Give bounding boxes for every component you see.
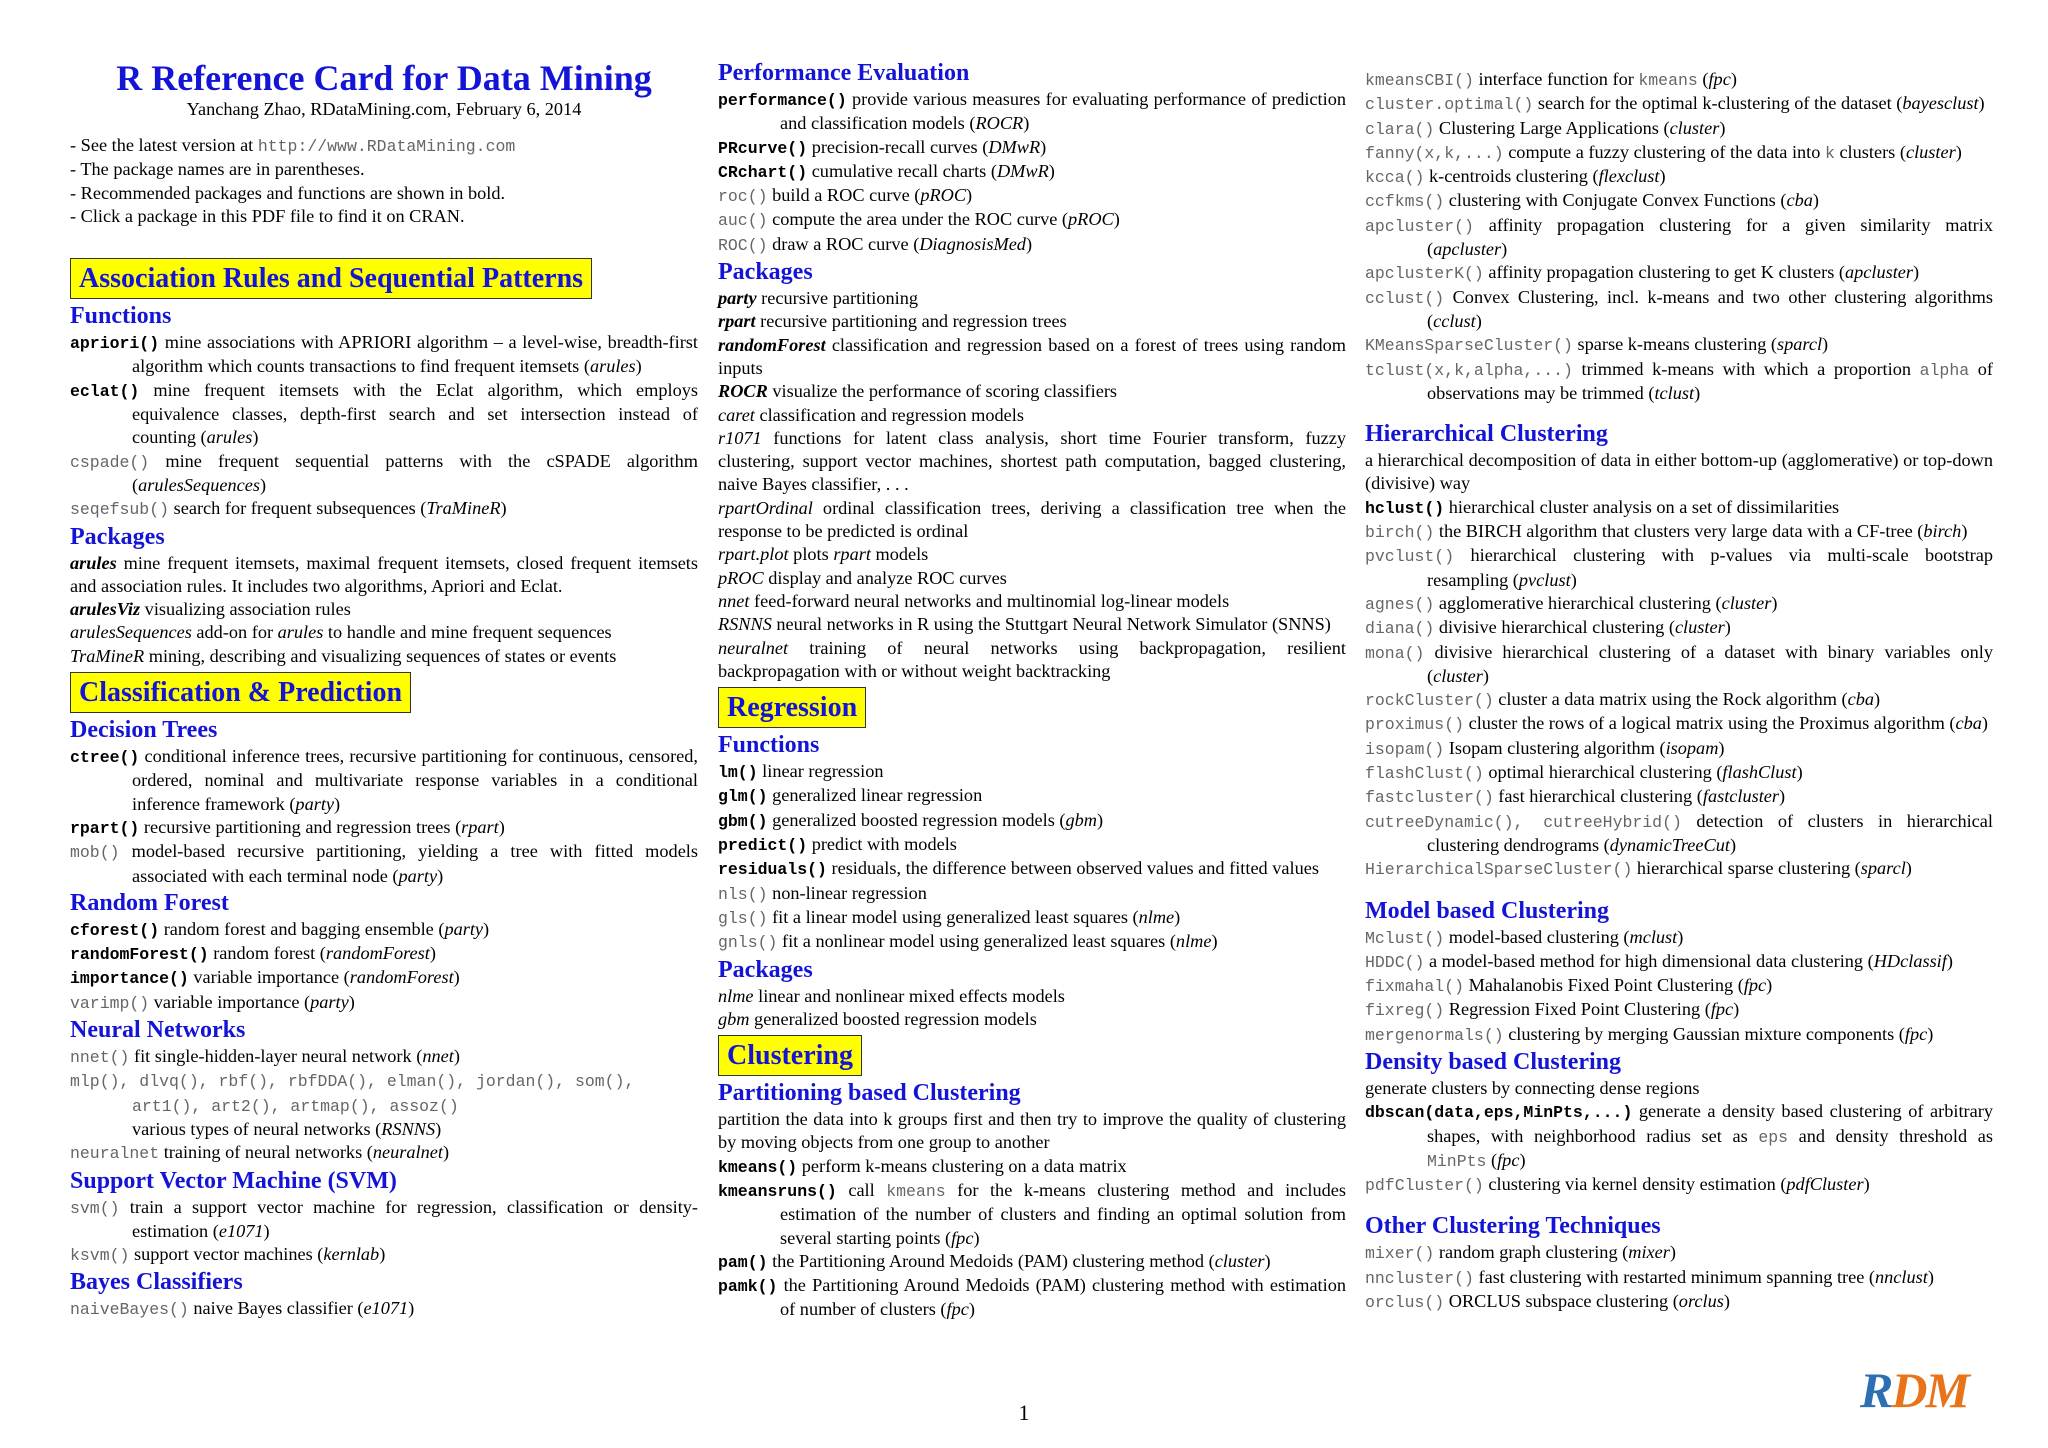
entry-rpart-pkg: rpart recursive partitioning and regression trees [718, 311, 1067, 332]
pkg-link[interactable]: ROCR [975, 113, 1024, 134]
pkg-link[interactable]: nnet [718, 590, 750, 611]
entry-cutree: cutreeDynamic(), cutreeHybrid() detection of clusters in hierarchical clustering dendrograms (dynamicTreeCut) [1365, 810, 1993, 855]
entry-kcca: kcca() k-centroids clustering (flexclust) [1365, 166, 1666, 188]
entry-rocr: ROCR visualize the performance of scoring classifiers [718, 381, 1118, 402]
pkg-link[interactable]: arulesSequences [138, 474, 260, 495]
note-bold: - Recommended packages and functions are shown in bold. [70, 182, 506, 203]
pkg-link[interactable]: gbm [1065, 809, 1097, 830]
entry-seqefsub: seqefsub() search for frequent subsequences (TraMineR) [70, 498, 507, 520]
entry-orclus: orclus() ORCLUS subspace clustering (orclus) [1365, 1291, 1730, 1313]
entry-nnet-pkg: nnet feed-forward neural networks and multinomial log-linear models [718, 590, 1230, 611]
entry-rpart: rpart() recursive partitioning and regression trees (rpart) [70, 816, 505, 838]
pkg-link[interactable]: fpc [951, 1227, 974, 1248]
pkg-link[interactable]: fpc [1904, 1023, 1928, 1044]
pkg-link[interactable]: arulesSequences [70, 622, 192, 643]
subheading-other-clustering: Other Clustering Techniques [1365, 1213, 1661, 1240]
pkg-link[interactable]: bayesclust [1902, 93, 1979, 114]
partitioning-intro: partition the data into k groups first and then try to improve the quality of clustering by moving objects from one group to another [718, 1109, 1346, 1153]
entry-kmeansruns: kmeansruns() call kmeans for the k-means clustering method and includes estimation of the number of clusters and finding an optimal solution from several starting points (fpc) [718, 1179, 1346, 1248]
pkg-link[interactable]: dynamicTreeCut [1609, 834, 1730, 855]
subheading-partitioning: Partitioning based Clustering [718, 1080, 1021, 1107]
pkg-link[interactable]: randomForest [349, 967, 454, 988]
entry-varimp: varimp() variable importance (party) [70, 991, 355, 1013]
entry-nlme: nlme linear and nonlinear mixed effects models [718, 985, 1065, 1006]
entry-kmeans: kmeans() perform k-means clustering on a data matrix [718, 1155, 1127, 1177]
entry-rpartplot: rpart.plot plots rpart models [718, 544, 929, 565]
pkg-link[interactable]: r1071 [718, 427, 762, 448]
subheading-functions: Functions [718, 732, 820, 759]
pkg-link[interactable]: party [444, 918, 484, 939]
pkg-link[interactable]: birch [1923, 521, 1962, 542]
page-title: R Reference Card for Data Mining [116, 58, 652, 98]
entry-mixer: mixer() random graph clustering (mixer) [1365, 1242, 1676, 1264]
pkg-link[interactable]: randomForest [718, 334, 826, 355]
pkg-link[interactable]: arules [589, 356, 636, 377]
entry-fanny: fanny(x,k,...) compute a fuzzy clustering of the data into k clusters (cluster) [1365, 141, 1962, 163]
pkg-link[interactable]: apcluster [1433, 239, 1502, 260]
entry-nls: nls() non-linear regression [718, 882, 927, 904]
entry-mergenormals: mergenormals() clustering by merging Gaussian mixture components (fpc) [1365, 1023, 1934, 1045]
rdm-logo: RDM [1860, 1362, 1968, 1418]
pkg-link[interactable]: arulesViz [70, 599, 141, 620]
pkg-link[interactable]: rpart [718, 311, 756, 332]
pkg-link[interactable]: cluster [1905, 141, 1956, 162]
entry-apclusterk: apclusterK() affinity propagation clustering to get K clusters (apcluster) [1365, 262, 1920, 284]
entry-dbscan: dbscan(data,eps,MinPts,...) generate a density based clustering of arbitrary shapes, with neighborhood radius set as eps and density threshold as MinPts (fpc) [1365, 1101, 1993, 1171]
latest-version-link[interactable]: http://www.RDataMining.com [257, 137, 516, 156]
pkg-link[interactable]: nlme [1175, 931, 1212, 952]
pkg-link[interactable]: kernlab [323, 1244, 380, 1265]
pkg-link[interactable]: pdfCluster [1786, 1174, 1864, 1195]
subheading-model-based: Model based Clustering [1365, 897, 1610, 924]
pkg-link[interactable]: party [398, 865, 438, 886]
pkg-link[interactable]: randomForest [325, 943, 430, 964]
entry-traminer: TraMineR mining, describing and visualizing sequences of states or events [70, 645, 617, 666]
subheading-density-based: Density based Clustering [1365, 1048, 1622, 1075]
entry-svm: svm() train a support vector machine for regression, classification or density-estimation (e1071) [70, 1196, 698, 1241]
pkg-link[interactable]: rpart [461, 816, 499, 837]
entry-kmeanssparse: KMeansSparseCluster() sparse k-means clustering (sparcl) [1365, 334, 1829, 356]
entry-hiersparse: HierarchicalSparseCluster() hierarchical sparse clustering (sparcl) [1365, 858, 1912, 880]
pkg-link[interactable]: rpart.plot [718, 544, 789, 565]
subheading-packages: Packages [718, 956, 813, 983]
entry-fixreg: fixreg() Regression Fixed Point Clustering (fpc) [1365, 999, 1740, 1021]
pkg-link[interactable]: nnclust [1875, 1266, 1928, 1287]
pkg-link[interactable]: fastcluster [1702, 786, 1780, 807]
section-clustering: Clustering [718, 1035, 862, 1076]
entry-auc: auc() compute the area under the ROC curve (pROC) [718, 209, 1120, 231]
entry-clara: clara() Clustering Large Applications (cluster) [1365, 117, 1726, 139]
entry-diana: diana() divisive hierarchical clustering (cluster) [1365, 617, 1731, 639]
section-regression: Regression [718, 687, 866, 728]
pkg-link[interactable]: cba [1847, 689, 1874, 710]
pkg-link[interactable]: party [310, 991, 349, 1012]
entry-lm: lm() linear regression [718, 761, 884, 783]
entry-pvclust: pvclust() hierarchical clustering with p-values via multi-scale bootstrap resampling (pvclust) [1365, 545, 1993, 590]
pkg-link[interactable]: orclus [1678, 1291, 1724, 1312]
entry-importance: importance() variable importance (randomForest) [70, 967, 460, 989]
entry-glm: glm() generalized linear regression [718, 785, 983, 807]
pkg-link[interactable]: DMwR [996, 160, 1049, 181]
entry-mona: mona() divisive hierarchical clustering of a dataset with binary variables only (cluster) [1365, 641, 1993, 686]
entry-gbm-pkg: gbm generalized boosted regression models [718, 1008, 1037, 1029]
entry-rockcluster: rockCluster() cluster a data matrix using the Rock algorithm (cba) [1365, 689, 1881, 711]
entry-rpartordinal: rpartOrdinal ordinal classification trees, deriving a classification tree when the response to be predicted is ordinal [718, 497, 1346, 542]
pkg-link[interactable]: isopam [1665, 737, 1719, 758]
pkg-link[interactable]: RSNNS [381, 1118, 436, 1139]
entry-crchart: CRchart() cumulative recall charts (DMwR) [718, 160, 1055, 182]
entry-gbm: gbm() generalized boosted regression models (gbm) [718, 809, 1104, 831]
pkg-link[interactable]: fpc [1743, 975, 1767, 996]
entry-apcluster: apcluster() affinity propagation clustering for a given similarity matrix (apcluster) [1365, 214, 1993, 260]
pkg-link[interactable]: pROC [1068, 209, 1114, 230]
entry-proximus: proximus() cluster the rows of a logical matrix using the Proximus algorithm (cba) [1365, 713, 1989, 735]
pkg-link[interactable]: cluster [1214, 1250, 1265, 1271]
entry-r1071: r1071 functions for latent class analysis, short time Fourier transform, fuzzy clustering, support vector machines, shortest path computation, bagged clustering, naive Bayes classifier, . . . [718, 427, 1346, 495]
pkg-link[interactable]: sparcl [1860, 858, 1906, 879]
pkg-link[interactable]: mclust [1629, 926, 1678, 947]
pkg-link[interactable]: nnet [422, 1046, 454, 1067]
subheading-packages: Packages [70, 523, 165, 550]
entry-flashclust: flashClust() optimal hierarchical clustering (flashClust) [1365, 762, 1803, 784]
subheading-decision-trees: Decision Trees [70, 717, 218, 744]
entry-roc: roc() build a ROC curve (pROC) [718, 185, 973, 207]
entry-ccfkms: ccfkms() clustering with Conjugate Convex Functions (cba) [1365, 190, 1819, 212]
entry-ksvm: ksvm() support vector machines (kernlab) [70, 1244, 386, 1266]
subheading-neural-networks: Neural Networks [70, 1017, 246, 1044]
byline: Yanchang Zhao, RDataMining.com, February 6, 2014 [186, 99, 582, 119]
pkg-link[interactable]: apcluster [1844, 262, 1914, 283]
pkg-link[interactable]: TraMineR [70, 645, 145, 666]
hierarchical-intro: a hierarchical decomposition of data in either bottom-up (agglomerative) or top-down (divisive) way [1365, 450, 1993, 494]
pkg-link[interactable]: cba [1786, 190, 1813, 211]
entry-party: party recursive partitioning [718, 288, 919, 309]
pkg-link[interactable]: cluster [1674, 617, 1725, 638]
subheading-bayes: Bayes Classifiers [70, 1269, 243, 1296]
subheading-performance: Performance Evaluation [718, 60, 970, 86]
entry-randomforest-pkg: randomForest classification and regression based on a forest of trees using random inputs [718, 334, 1346, 378]
pkg-link[interactable]: arules [206, 427, 253, 448]
column-3 [1365, 68, 1993, 1314]
entry-randomforest: randomForest() random forest (randomForest) [70, 943, 436, 965]
entry-pdfcluster: pdfCluster() clustering via kernel density estimation (pdfCluster) [1365, 1174, 1870, 1196]
pkg-link[interactable]: nlme [1138, 906, 1175, 927]
pkg-link[interactable]: pROC [920, 185, 967, 206]
subheading-random-forest: Random Forest [70, 889, 229, 916]
entry-tclust: tclust(x,k,alpha,...) trimmed k-means with which a proportion alpha of observations may be trimmed (tclust) [1365, 358, 1993, 403]
pkg-link[interactable]: fpc [1497, 1149, 1520, 1170]
pkg-link[interactable]: DMwR [988, 136, 1041, 157]
pkg-link[interactable]: DiagnosisMed [919, 233, 1026, 254]
pkg-link[interactable]: caret [718, 404, 755, 425]
entry-agnes: agnes() agglomerative hierarchical clustering (cluster) [1365, 592, 1778, 614]
pkg-link[interactable]: fpc [1710, 999, 1734, 1020]
entry-cforest: cforest() random forest and bagging ensemble (party) [70, 918, 490, 940]
entry-gnls: gnls() fit a nonlinear model using generalized least squares (nlme) [718, 931, 1218, 953]
pkg-link[interactable]: mixer [1628, 1242, 1670, 1263]
entry-naivebayes: naiveBayes() naive Bayes classifier (e1071) [70, 1298, 415, 1320]
note-packages: - The package names are in parentheses. [70, 159, 365, 180]
pkg-link[interactable]: fpc [946, 1299, 969, 1320]
pkg-link[interactable]: nlme [718, 985, 754, 1006]
entry-residuals: residuals() residuals, the difference between observed values and fitted values [718, 858, 1319, 880]
pkg-link[interactable]: pROC [718, 567, 764, 588]
entry-pam: pam() the Partitioning Around Medoids (PAM) clustering method (cluster) [718, 1250, 1271, 1272]
entry-isopam: isopam() Isopam clustering algorithm (isopam) [1365, 737, 1725, 759]
column-2 [718, 58, 1346, 1322]
pkg-link[interactable]: arules [70, 552, 117, 573]
entry-cluster-optimal: cluster.optimal() search for the optimal k-clustering of the dataset (bayesclust) [1365, 93, 1985, 115]
pkg-link[interactable]: party [295, 793, 335, 814]
entry-eclat: eclat() mine frequent itemsets with the Eclat algorithm, which employs equivalence classes, depth-first search and set intersection instead of counting (arules) [70, 379, 698, 448]
entry-proc: pROC display and analyze ROC curves [718, 567, 1007, 588]
entry-performance: performance() provide various measures for evaluating performance of prediction and classification models (ROCR) [718, 89, 1346, 134]
entry-nnet: nnet() fit single-hidden-layer neural network (nnet) [70, 1046, 460, 1068]
subheading-packages: Packages [718, 259, 813, 286]
pkg-link[interactable]: HDclassif [1873, 950, 1947, 971]
pkg-link[interactable]: cclust [1433, 310, 1476, 331]
entry-cspade: cspade() mine frequent sequential patterns with the cSPADE algorithm (arulesSequences) [70, 450, 698, 495]
section-association-rules: Association Rules and Sequential Patterns [70, 258, 592, 299]
pkg-link[interactable]: cluster [1721, 592, 1772, 613]
entry-apriori: apriori() mine associations with APRIORI algorithm – a level-wise, breadth-first algorithm which counts transactions to find frequent itemsets (arules) [70, 332, 698, 377]
column-1 [70, 58, 698, 1322]
entry-ctree: ctree() conditional inference trees, recursive partitioning for continuous, censored, ordered, nominal and multivariate response variables in a conditional inference framework (party) [70, 746, 698, 814]
pkg-link[interactable]: flashClust [1722, 762, 1797, 783]
pkg-link[interactable]: pvclust [1518, 569, 1571, 590]
entry-rsnns: RSNNS neural networks in R using the Stuttgart Neural Network Simulator (SNNS) [718, 614, 1331, 635]
pkg-link[interactable]: TraMineR [426, 498, 501, 519]
pkg-link[interactable]: sparcl [1777, 334, 1823, 355]
pkg-link[interactable]: tclust [1654, 382, 1695, 403]
section-classification: Classification & Prediction [70, 672, 411, 713]
entry-fastcluster: fastcluster() fast hierarchical clustering (fastcluster) [1365, 786, 1786, 808]
pkg-link[interactable]: neuralnet [718, 637, 789, 658]
entry-nncluster: nncluster() fast clustering with restarted minimum spanning tree (nnclust) [1365, 1266, 1934, 1288]
entry-gls: gls() fit a linear model using generalized least squares (nlme) [718, 906, 1181, 928]
entry-hddc: HDDC() a model-based method for high dimensional data clustering (HDclassif) [1365, 950, 1953, 972]
entry-mclust: Mclust() model-based clustering (mclust) [1365, 926, 1684, 948]
entry-arulesviz: arulesViz visualizing association rules [70, 599, 351, 620]
entry-mlp: mlp(), dlvq(), rbf(), rbfDDA(), elman(), jordan(), som(), art1(), art2(), artmap(), assoz() various types of neural networks (RSNNS) [70, 1072, 635, 1139]
entry-fixmahal: fixmahal() Mahalanobis Fixed Point Clustering (fpc) [1365, 975, 1773, 997]
entry-caret: caret classification and regression models [718, 404, 1024, 425]
pkg-link[interactable]: RSNNS [718, 614, 772, 635]
pkg-link[interactable]: fpc [1708, 69, 1731, 89]
pkg-link[interactable]: cluster [1669, 117, 1720, 138]
entry-predict: predict() predict with models [718, 834, 957, 856]
entry-mob: mob() model-based recursive partitioning, yielding a tree with fitted models associated with each terminal node (party) [70, 841, 698, 886]
note-latest-version: - See the latest version at http://www.RDataMining.com [70, 135, 516, 156]
entry-birch: birch() the BIRCH algorithm that clusters very large data with a CF-tree (birch) [1365, 521, 1968, 543]
pkg-link[interactable]: party [718, 288, 757, 309]
subheading-functions: Functions [70, 303, 172, 330]
subheading-hierarchical: Hierarchical Clustering [1365, 421, 1608, 448]
entry-hclust: hclust() hierarchical cluster analysis on a set of dissimilarities [1365, 496, 1840, 518]
entry-arules: arules mine frequent itemsets, maximal frequent itemsets, closed frequent itemsets and association rules. It includes two algorithms, Apriori and Eclat. [70, 552, 698, 596]
entry-pamk: pamk() the Partitioning Around Medoids (PAM) clustering method with estimation of number of clusters (fpc) [718, 1275, 1346, 1320]
entry-kmeanscbi: kmeansCBI() interface function for kmeans (fpc) [1365, 69, 1737, 90]
pkg-link[interactable]: flexclust [1598, 166, 1660, 187]
pkg-link[interactable]: cba [1955, 713, 1982, 734]
page-number: 1 [1018, 1400, 1030, 1425]
pkg-link[interactable]: e1071 [363, 1298, 409, 1319]
entry-cclust: cclust() Convex Clustering, incl. k-means and two other clustering algorithms (cclust) [1365, 286, 1993, 331]
entry-prcurve: PRcurve() precision-recall curves (DMwR) [718, 136, 1047, 158]
entry-roc-diag: ROC() draw a ROC curve (DiagnosisMed) [718, 233, 1033, 255]
pkg-link[interactable]: neuralnet [372, 1142, 443, 1163]
density-intro: generate clusters by connecting dense regions [1365, 1077, 1700, 1098]
pkg-link[interactable]: cluster [1433, 665, 1483, 686]
pkg-link[interactable]: gbm [718, 1008, 750, 1029]
pkg-link[interactable]: ROCR [718, 381, 768, 402]
entry-neuralnet: neuralnet training of neural networks (neuralnet) [70, 1142, 450, 1164]
pkg-link[interactable]: e1071 [218, 1220, 264, 1241]
entry-arulessequences: arulesSequences add-on for arules to handle and mine frequent sequences [70, 622, 612, 643]
note-cran: - Click a package in this PDF file to find it on CRAN. [70, 205, 465, 226]
subheading-svm: Support Vector Machine (SVM) [70, 1167, 397, 1194]
pkg-link[interactable]: rpartOrdinal [718, 497, 813, 518]
entry-neuralnet-pkg: neuralnet training of neural networks using backpropagation, resilient backpropagation with or without weight backtracking [718, 637, 1346, 681]
